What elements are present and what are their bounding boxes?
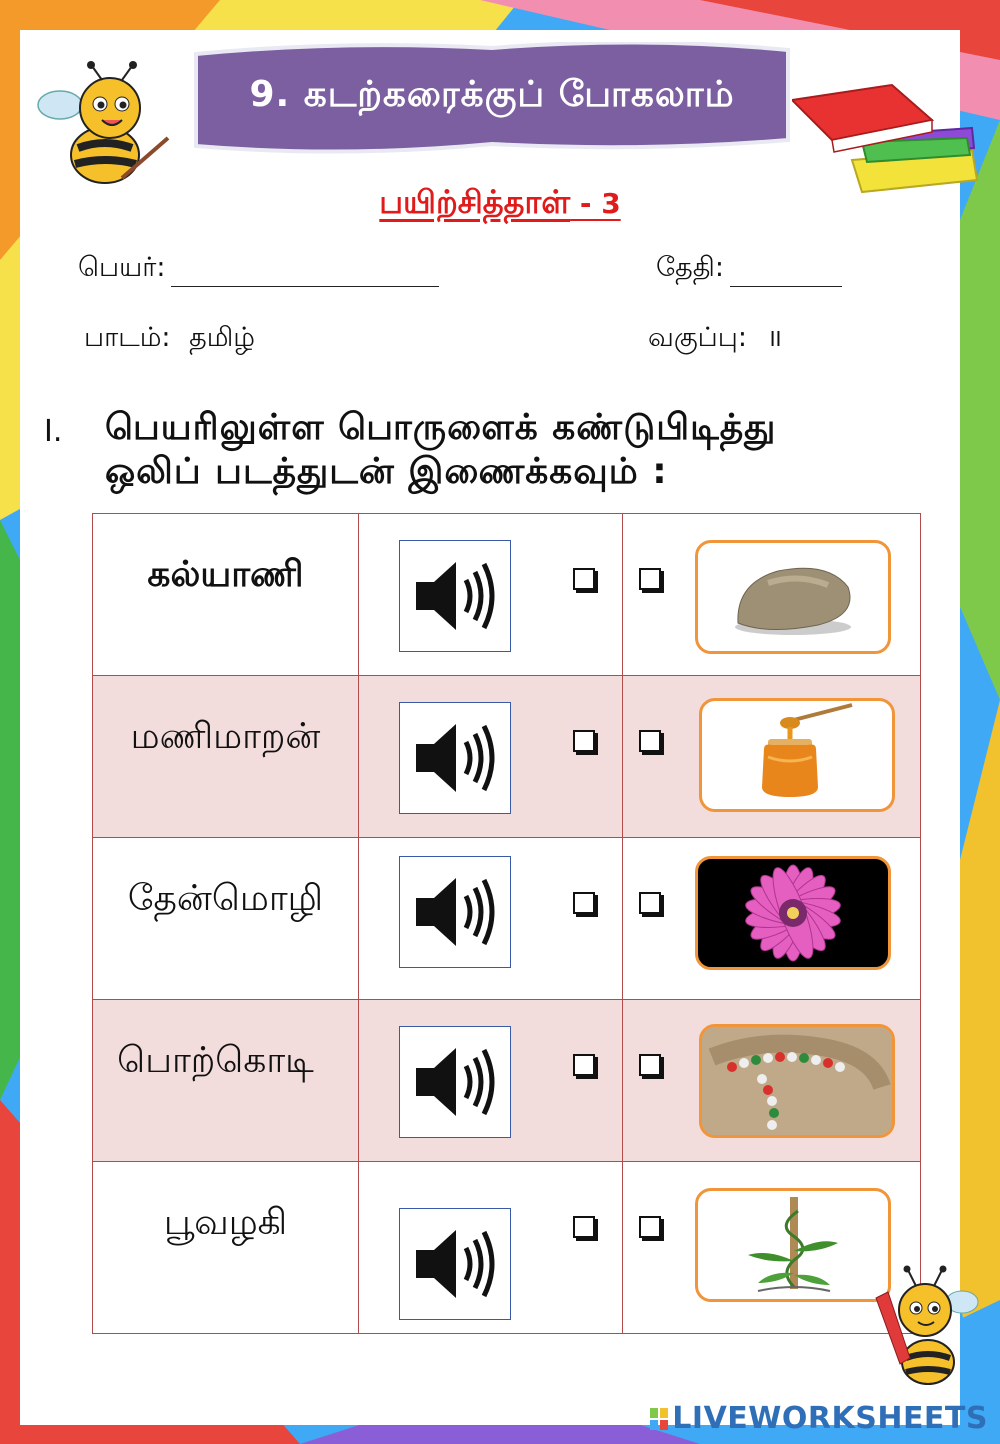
speaker-icon[interactable] [399,1208,511,1320]
subject-label: பாடம்: [84,322,171,353]
checkbox-icon[interactable] [573,730,595,752]
name-label: பெயர்: [78,252,166,283]
matching-table [92,513,921,1334]
person-name: தேன்மொழி [127,878,324,919]
logo-mark-icon [650,1403,668,1425]
table-row [93,838,921,1000]
table-row [93,1162,921,1334]
question-number: I. [44,414,63,449]
date-input-line[interactable] [730,266,842,287]
class-value: II [769,327,782,351]
checkbox-icon[interactable] [639,892,661,914]
checkbox-icon[interactable] [639,1054,661,1076]
table-row [93,1000,921,1162]
books-icon [792,80,982,195]
creeper-picture [695,1188,891,1302]
name-input-line[interactable] [171,266,439,287]
date-label: தேதி: [656,252,724,283]
person-name: பூவழகி [163,1202,288,1243]
checkbox-icon[interactable] [639,1216,661,1238]
table-row [93,514,921,676]
speaker-icon[interactable] [399,1026,511,1138]
bee-mascot-icon [30,60,170,190]
name-field [78,252,439,287]
flower-picture [695,856,891,970]
checkbox-icon[interactable] [639,568,661,590]
question-line-2: ஒலிப் படத்துடன் இணைக்கவும் : [105,451,668,492]
bee-pencil-icon [870,1262,980,1392]
class-field [648,322,781,357]
table-row [93,676,921,838]
checkbox-icon[interactable] [639,730,661,752]
checkbox-icon[interactable] [573,1054,595,1076]
lesson-title: 9. கடற்கரைக்குப் போகலாம் [249,74,735,115]
logo-text: LIVEWORKSHEETS [672,1401,988,1436]
question-line-1: பெயரிலுள்ள பொருளைக் கண்டுபிடித்து [105,407,777,448]
title-banner [192,42,792,162]
liveworksheets-logo [650,1401,988,1436]
class-label: வகுப்பு: [648,322,747,353]
honey-picture [699,698,895,812]
speaker-icon[interactable] [399,702,511,814]
subject-value: தமிழ் [189,322,256,353]
worksheet-heading [0,183,1000,225]
beads-picture [699,1024,895,1138]
person-name: கல்யாணி [147,554,304,595]
subject-field [84,322,255,357]
worksheet-label: பயிற்சித்தாள் [379,183,571,221]
speaker-icon[interactable] [399,540,511,652]
worksheet-number: - 3 [570,187,621,220]
checkbox-icon[interactable] [573,568,595,590]
date-field [656,252,842,287]
person-name: மணிமாறன் [130,716,321,757]
speaker-icon[interactable] [399,856,511,968]
person-name: பொற்கொடி [117,1040,314,1081]
checkbox-icon[interactable] [573,1216,595,1238]
question-text [105,406,776,494]
checkbox-icon[interactable] [573,892,595,914]
stone-picture [695,540,891,654]
